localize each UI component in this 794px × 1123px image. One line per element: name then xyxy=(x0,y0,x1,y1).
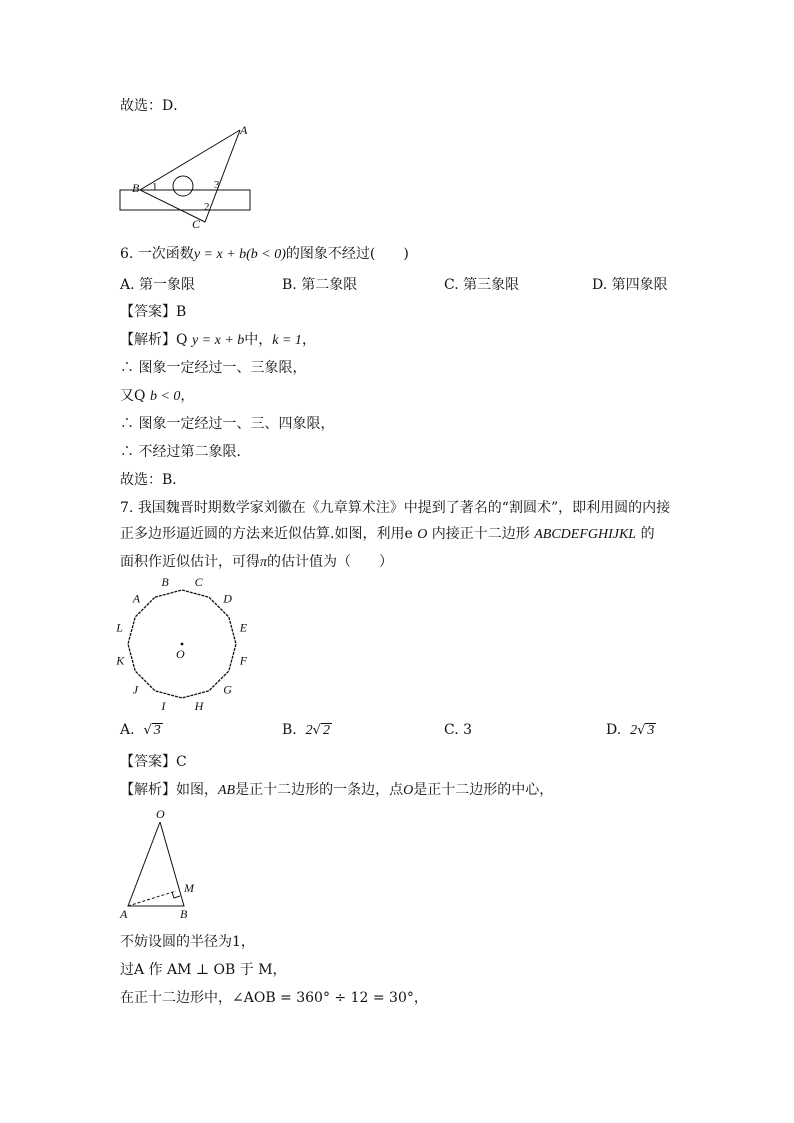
q7-analysis-line-3: 过A 作 AM ⊥ OB 于 M， xyxy=(120,962,287,978)
q7-option-c[interactable]: C. 3 xyxy=(444,722,473,738)
center-label-O: O xyxy=(176,647,185,661)
figure-triangle-oab xyxy=(116,806,206,924)
question-6-stem: 6. 一次函数y = x + b(b < 0)的图象不经过( ) xyxy=(120,246,409,262)
q6-analysis-line-6: 故选：B． xyxy=(120,472,187,488)
label-1: 1 xyxy=(152,181,158,193)
q7-analysis-line-2: 不妨设圆的半径为1， xyxy=(120,934,255,950)
label-B: B xyxy=(180,907,188,921)
label-M: M xyxy=(184,881,194,895)
q6-option-c[interactable]: C. 第三象限 xyxy=(444,277,520,293)
q6-answer: 【答案】B xyxy=(120,304,187,320)
previous-answer-line: 故选：D． xyxy=(120,98,188,114)
vertex-label-C: C xyxy=(194,578,203,590)
question-7-stem-line-1: 7. 我国魏晋时期数学家刘徽在《九章算术注》中提到了著名的“割圆术”，即利用圆的内接 xyxy=(120,500,671,516)
question-6-options xyxy=(120,274,680,294)
q6-option-d[interactable]: D. 第四象限 xyxy=(592,277,668,293)
label-B: B xyxy=(132,181,140,195)
vertex-label-G: G xyxy=(223,682,232,697)
vertex-label-B: B xyxy=(161,578,169,590)
vertex-label-K: K xyxy=(116,653,125,668)
vertex-label-F: F xyxy=(239,653,248,668)
vertex-label-D: D xyxy=(223,591,232,606)
vertex-label-E: E xyxy=(239,620,248,635)
q7-analysis-line-1: 【解析】如图，AB是正十二边形的一条边，点O是正十二边形的中心， xyxy=(120,782,554,798)
q7-option-d[interactable]: D. 2√ 3 xyxy=(606,722,655,738)
q7-answer: 【答案】C xyxy=(120,754,187,770)
q6-analysis-line-2: ∴ 图象一定经过一、三象限， xyxy=(120,360,307,376)
figure-dodecagon xyxy=(116,578,256,710)
vertex-label-I: I xyxy=(161,698,166,710)
figure-triangle-ruler xyxy=(116,122,266,232)
label-2: 2 xyxy=(204,201,210,213)
q6-analysis-line-3: 又Q b < 0， xyxy=(120,388,195,404)
q7-analysis-line-4: 在正十二边形中，∠AOB = 360° ÷ 12 = 30°， xyxy=(120,990,428,1006)
vertex-label-A: A xyxy=(132,591,141,606)
vertex-label-L: L xyxy=(116,620,123,635)
vertex-label-J: J xyxy=(132,682,139,697)
label-C: C xyxy=(192,217,201,231)
vertex-label-H: H xyxy=(194,698,204,710)
q7-option-a[interactable]: A. √ 3 xyxy=(120,722,161,738)
q7-option-b[interactable]: B. 2√ 2 xyxy=(282,722,330,738)
question-7-options xyxy=(120,722,680,742)
label-A: A xyxy=(120,907,128,921)
q6-option-a[interactable]: A. 第一象限 xyxy=(120,277,196,293)
label-3: 3 xyxy=(214,179,220,191)
q6-analysis-line-4: ∴ 图象一定经过一、三、四象限， xyxy=(120,416,335,432)
q6-analysis-line-1: 【解析】Q y = x + b中，k = 1， xyxy=(120,332,316,348)
q6-option-b[interactable]: B. 第二象限 xyxy=(282,277,358,293)
label-O: O xyxy=(156,807,165,821)
label-A: A xyxy=(240,123,248,137)
question-7-stem-line-2: 正多边形逼近圆的方法来近似估算.如图，利用e O 内接正十二边形 ABCDEFGHIJKL 的 xyxy=(120,526,655,542)
question-7-stem-line-3: 面积作近似估计，可得π的估计值为（ ） xyxy=(120,554,394,570)
q6-analysis-line-5: ∴ 不经过第二象限． xyxy=(120,444,251,460)
